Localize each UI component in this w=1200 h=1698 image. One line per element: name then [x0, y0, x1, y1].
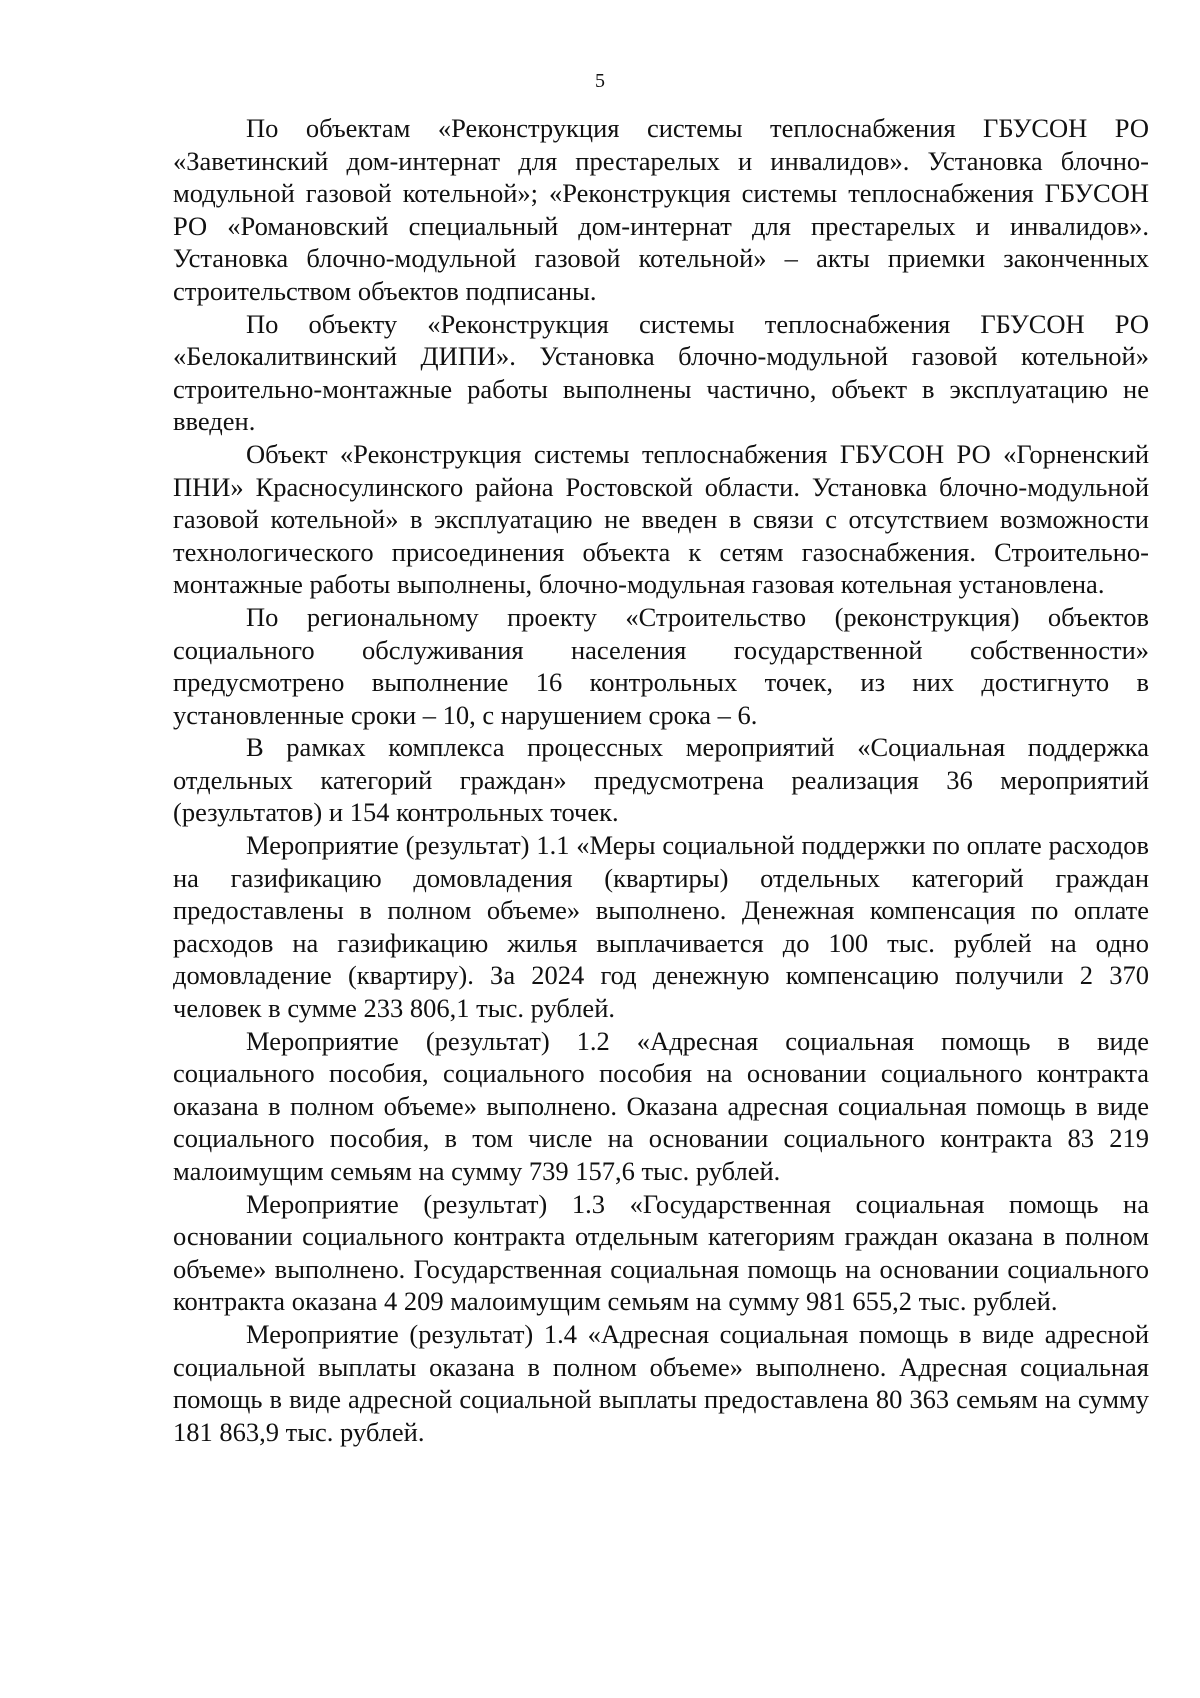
page-number: 5 [595, 70, 605, 92]
paragraph: Мероприятие (результат) 1.3 «Государственная социальная помощь на основании социального контракта отдельным категориям граждан оказана в полном объеме» выполнено. Государственная социальная помощь на основании социального контракта оказана 4 209 малоимущим семьям на сумму 981 655,2 тыс. рублей. [173, 1188, 1149, 1317]
paragraph: Мероприятие (результат) 1.4 «Адресная социальная помощь в виде адресной социальной выплаты оказана в полном объеме» выполнено. Адресная социальная помощь в виде адресной социальной выплаты предоставлена 80 363 семьям на сумму 181 863,9 тыс. рублей. [173, 1318, 1149, 1447]
paragraph: Мероприятие (результат) 1.1 «Меры социальной поддержки по оплате расходов на газификацию домовладения (квартиры) отдельных категорий граждан предоставлены в полном объеме» выполнено. Денежная компенсация по оплате расходов на газификацию жилья выплачивается до 100 тыс. рублей на одно домовладение (квартиру). За 2024 год денежную компенсацию получили 2 370 человек в сумме 233 806,1 тыс. рублей. [173, 830, 1149, 1024]
paragraph: Объект «Реконструкция системы теплоснабжения ГБУСОН РО «Горненский ПНИ» Красносулинского района Ростовской области. Установка блочно-модульной газовой котельной» в эксплуатацию не введен в связи с отсутствием возможности технологического присоединения объекта к сетям газоснабжения. Строительно-монтажные работы выполнены, блочно-модульная газовая котельная установлена. [173, 438, 1149, 600]
paragraph: В рамках комплекса процессных мероприятий «Социальная поддержка отдельных категорий граждан» предусмотрена реализация 36 мероприятий (результатов) и 154 контрольных точек. [173, 732, 1149, 828]
document-body [173, 112, 1149, 1448]
paragraph: Мероприятие (результат) 1.2 «Адресная социальная помощь в виде социального пособия, социального пособия на основании социального контракта оказана в полном объеме» выполнено. Оказана адресная социальная помощь в виде социального пособия, в том числе на основании социального контракта 83 219 малоимущим семьям на сумму 739 157,6 тыс. рублей. [173, 1025, 1149, 1186]
paragraph: По объектам «Реконструкция системы теплоснабжения ГБУСОН РО «Заветинский дом-интернат для престарелых и инвалидов». Установка блочно-модульной газовой котельной»; «Реконструкция системы теплоснабжения ГБУСОН РО «Романовский специальный дом-интернат для престарелых и инвалидов». Установка блочно-модульной газовой котельной» – акты приемки законченных строительством объектов подписаны. [173, 113, 1149, 306]
paragraph: По региональному проекту «Строительство (реконструкция) объектов социального обслуживания населения государственной собственности» предусмотрено выполнение 16 контрольных точек, из них достигнуто в установленные сроки – 10, с нарушением срока – 6. [173, 601, 1149, 730]
paragraph: По объекту «Реконструкция системы теплоснабжения ГБУСОН РО «Белокалитвинский ДИПИ». Установка блочно-модульной газовой котельной» строительно-монтажные работы выполнены частично, объект в эксплуатацию не введен. [173, 308, 1149, 437]
